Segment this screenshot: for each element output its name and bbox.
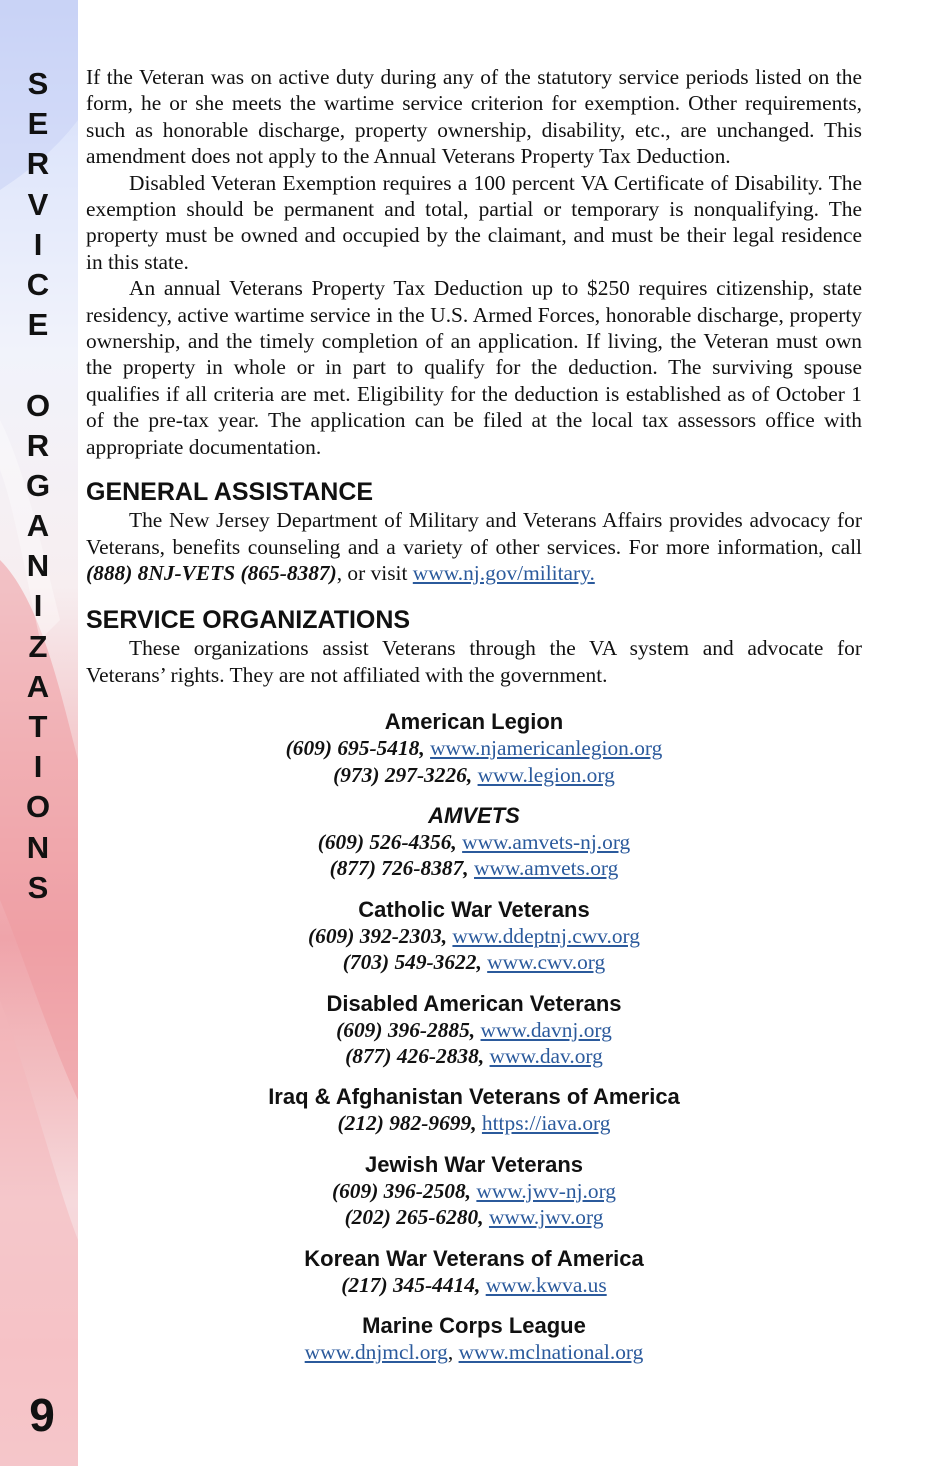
phone-number: (973) 297-3226, xyxy=(333,762,473,787)
phone-number: (703) 549-3622, xyxy=(342,950,482,975)
website-link[interactable]: https://iava.org xyxy=(481,1111,611,1136)
contact-line xyxy=(86,855,862,881)
contact-line xyxy=(86,829,862,855)
contact-line xyxy=(86,1204,862,1230)
website-link[interactable]: www.dnjmcl.org xyxy=(304,1340,448,1364)
organization-name: American Legion xyxy=(384,709,564,735)
vertical-title-letter: A xyxy=(26,508,50,544)
vertical-title-letter: O xyxy=(25,387,51,423)
organization-entry xyxy=(86,1245,862,1298)
main-content xyxy=(86,64,862,1379)
organization-name: Catholic War Veterans xyxy=(358,896,590,922)
phone-number: (609) 396-2508, xyxy=(331,1178,472,1203)
organization-name: Jewish War Veterans xyxy=(364,1151,584,1177)
organization-name: Iraq & Afghanistan Veterans of America xyxy=(268,1084,680,1110)
vertical-title-letter: N xyxy=(26,548,50,584)
vertical-title-letter: A xyxy=(26,668,50,704)
phone-number: (609) 695-5418, xyxy=(285,736,425,761)
vertical-title-letter: C xyxy=(26,266,50,302)
link-separator: , xyxy=(447,1340,459,1364)
contact-line xyxy=(86,735,862,761)
paragraph-tax-deduction: An annual Veterans Property Tax Deduction up to $250 requires citizenship, state residency, active wartime service in the U.S. Armed Forces, honorable discharge, property ownership, and the timely completion of an application. If living, the Veteran must own the property in whole or in part to qualify for the deduction. The surviving spouse qualifies if all criteria are met. Eligibility for the deduction is established as of October 1 of the pre-tax year. The application can be filed at the local tax assessors office with appropriate documentation. xyxy=(86,276,862,459)
website-link[interactable]: www.jwv.org xyxy=(488,1205,604,1230)
vertical-section-title xyxy=(0,64,76,908)
organization-name: Disabled American Veterans xyxy=(326,990,622,1016)
phone-number: (212) 982-9699, xyxy=(337,1111,477,1136)
general-assistance-text-middle: , or visit xyxy=(336,560,413,585)
general-assistance-text: The New Jersey Department of Military and Veterans Affairs provides advocacy for Veterans, benefits counseling and a variety of other services. For more information, call xyxy=(86,508,862,559)
vertical-title-letter: I xyxy=(33,749,43,785)
vertical-title-letter: G xyxy=(25,467,51,503)
website-link[interactable]: www.legion.org xyxy=(477,762,615,787)
vertical-title-letter: S xyxy=(27,66,49,101)
organization-entry xyxy=(86,990,862,1070)
website-link[interactable]: www.dav.org xyxy=(489,1043,603,1068)
organization-entry xyxy=(86,1083,862,1136)
organization-name: Marine Corps League xyxy=(362,1313,586,1338)
website-link[interactable]: www.amvets-nj.org xyxy=(462,829,631,854)
general-assistance-phone: (888) 8NJ-VETS (865-8387) xyxy=(86,560,337,585)
organization-name: Korean War Veterans of America xyxy=(304,1245,644,1271)
contact-line xyxy=(86,1043,862,1069)
website-link[interactable]: www.njamericanlegion.org xyxy=(430,736,663,761)
contact-line xyxy=(86,762,862,788)
vertical-title-letter: S xyxy=(27,869,49,905)
organization-list xyxy=(86,708,862,1365)
vertical-title-letter: E xyxy=(27,106,49,142)
website-link[interactable]: www.ddeptnj.cwv.org xyxy=(452,923,640,948)
vertical-title-letter: E xyxy=(27,307,49,343)
vertical-title-letter: R xyxy=(26,146,50,182)
contact-line xyxy=(86,923,862,949)
page-number: 9 xyxy=(29,1389,55,1441)
vertical-title-letter: I xyxy=(33,588,43,624)
general-assistance-heading: GENERAL ASSISTANCE xyxy=(86,478,374,507)
vertical-title-letter: N xyxy=(26,829,50,865)
vertical-title-letter: I xyxy=(33,226,43,262)
website-link[interactable]: www.kwva.us xyxy=(485,1272,607,1297)
phone-number: (609) 396-2885, xyxy=(336,1017,476,1042)
contact-line xyxy=(86,1272,862,1298)
website-link[interactable]: www.amvets.org xyxy=(474,856,619,881)
organization-entry xyxy=(86,1312,862,1365)
contact-line xyxy=(86,1017,862,1043)
phone-number: (609) 392-2303, xyxy=(308,923,448,948)
website-link[interactable]: www.cwv.org xyxy=(487,950,606,975)
vertical-title-letter: O xyxy=(25,789,51,825)
general-assistance-paragraph xyxy=(86,507,862,586)
vertical-title-letter: V xyxy=(27,186,49,222)
contact-line xyxy=(86,949,862,975)
paragraph-wartime-service: If the Veteran was on active duty during any of the statutory service periods listed on the form, he or she meets the wartime service criterion for exemption. Other requirements, such as honorable discharge, property ownership, disability, etc., are unchanged. This amendment does not apply to the Annual Veterans Property Tax Deduction. xyxy=(86,65,862,169)
vertical-title-letter: Z xyxy=(28,628,48,664)
vertical-title-letter: T xyxy=(28,709,48,744)
organization-entry xyxy=(86,802,862,882)
organization-entry xyxy=(86,708,862,788)
contact-line xyxy=(86,1110,862,1136)
nj-military-link[interactable]: www.nj.gov/military. xyxy=(412,560,595,585)
service-organizations-intro: These organizations assist Veterans through the VA system and advocate for Veterans’ rights. They are not affiliated with the government. xyxy=(86,636,862,687)
sidebar-decoration xyxy=(0,0,78,1466)
phone-number: (877) 726-8387, xyxy=(329,856,469,881)
contact-line xyxy=(86,1339,862,1365)
phone-number: (217) 345-4414, xyxy=(341,1272,481,1297)
paragraph-disabled-veteran-exemption: Disabled Veteran Exemption requires a 100 percent VA Certificate of Disability. The exemption should be permanent and total, partial or temporary is nonqualifying. The property must be owned and occupied by the claimant, and must be their legal residence in this state. xyxy=(86,170,862,274)
website-link[interactable]: www.davnj.org xyxy=(480,1017,612,1042)
contact-line xyxy=(86,1178,862,1204)
website-link[interactable]: www.mclnational.org xyxy=(458,1340,644,1364)
organization-name: AMVETS xyxy=(428,802,520,828)
phone-number: (202) 265-6280, xyxy=(344,1205,484,1230)
phone-number: (877) 426-2838, xyxy=(345,1043,485,1068)
website-link[interactable]: www.jwv-nj.org xyxy=(476,1178,616,1203)
vertical-title-letter: R xyxy=(26,427,50,463)
organization-entry xyxy=(86,1151,862,1231)
service-organizations-heading: SERVICE ORGANIZATIONS xyxy=(86,606,411,635)
organization-entry xyxy=(86,896,862,976)
phone-number: (609) 526-4356, xyxy=(317,829,457,854)
